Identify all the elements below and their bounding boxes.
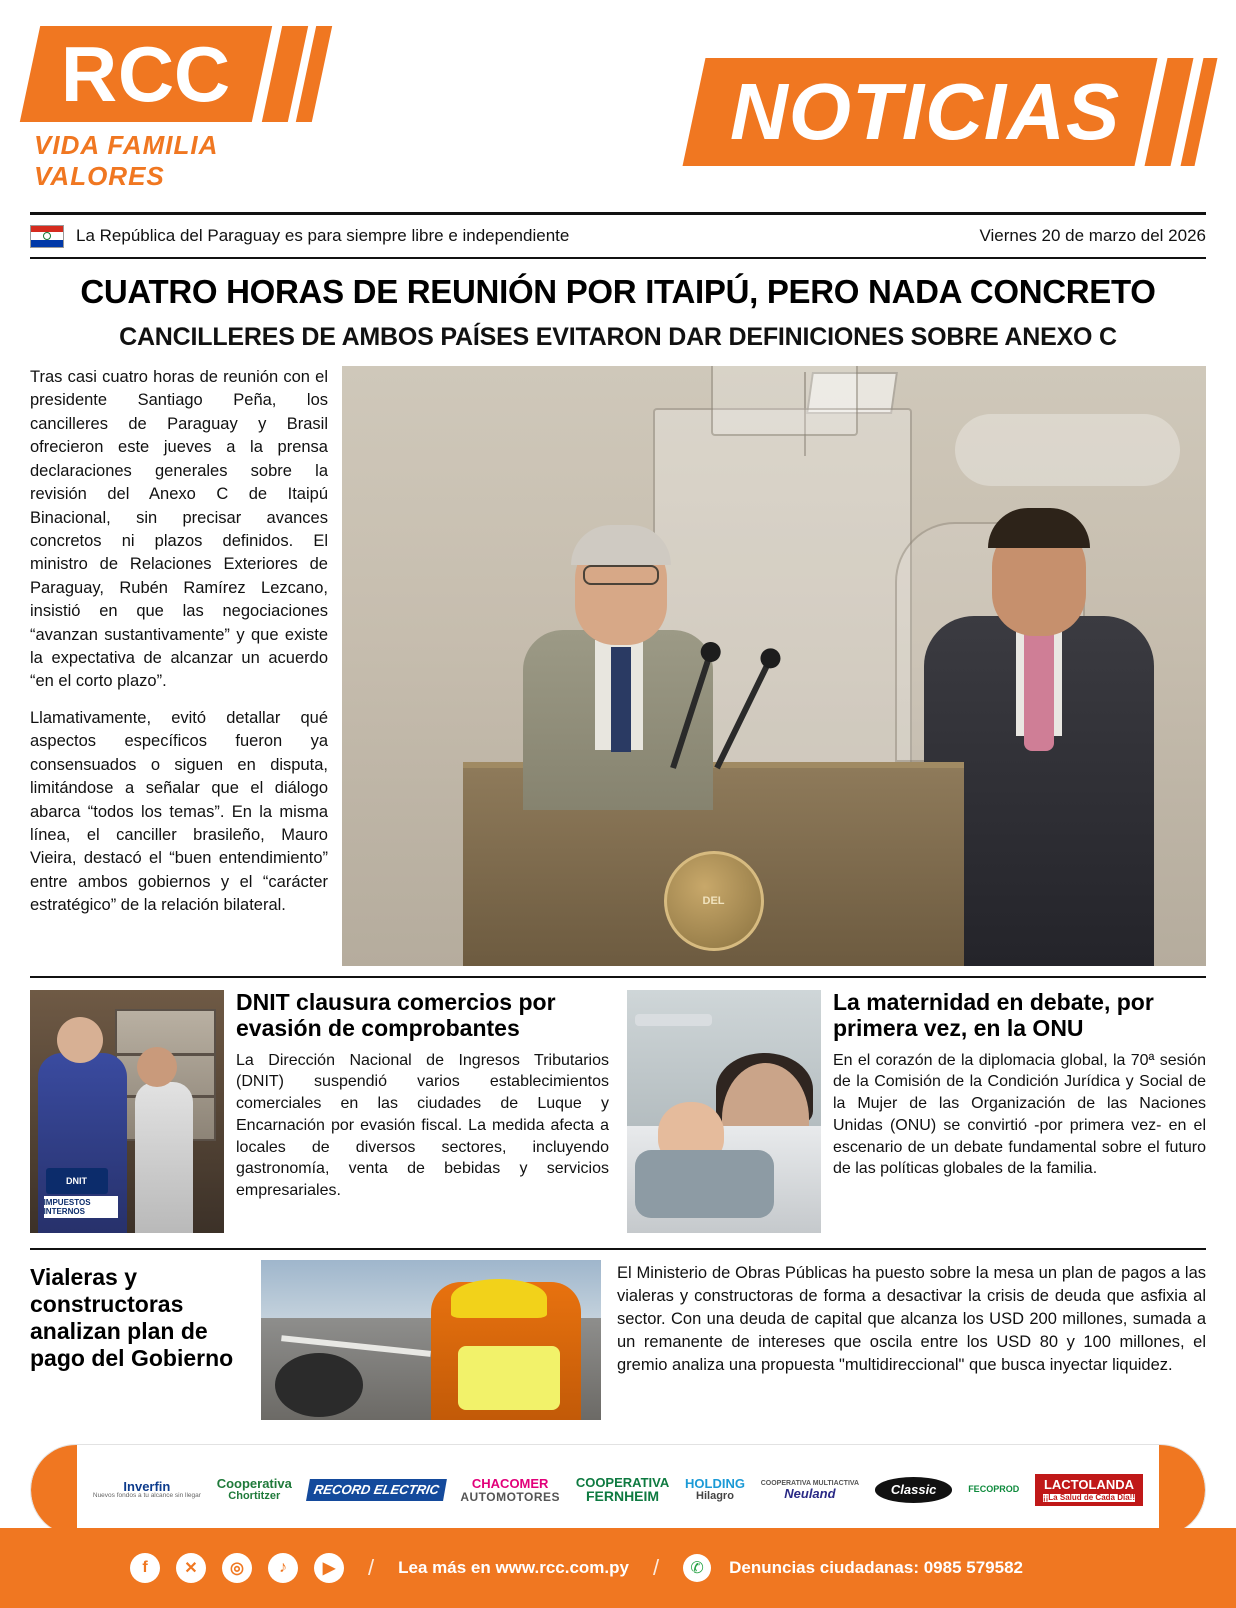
sponsor-neuland-tagline: COOPERATIVA MULTIACTIVA	[760, 1479, 860, 1487]
section-divider-1	[30, 976, 1206, 978]
story-photo-dnit	[30, 990, 224, 1233]
speaker-figure	[523, 520, 713, 810]
story-card-onu[interactable]	[627, 990, 1206, 1238]
motto-rule	[30, 257, 1206, 259]
sponsor-fecoprod[interactable]: FECOPROD	[968, 1484, 1020, 1495]
sponsor-neuland[interactable]: COOPERATIVA MULTIACTIVA Neuland	[760, 1479, 860, 1501]
lead-story-text	[30, 366, 328, 966]
logo-letters	[30, 26, 340, 122]
masthead	[30, 8, 1206, 208]
sponsor-cap-left	[31, 1444, 77, 1536]
footer-complaints: Denuncias ciudadanas: 0985 579582	[729, 1558, 1023, 1577]
story-text-vialeras: El Ministerio de Obras Públicas ha puesto sobre la mesa un plan de pagos a las vialeras y constructoras de forma a desactivar la crisis de deuda que asfixia al sector. Con una deuda de capital que alcanza los USD 200 millones, sumada a un remanente de intereses que oscila entre los USD 80 y 100 millones, el gremio analiza una propuesta "multidireccional" que busca inyectar liquidez.	[617, 1264, 1206, 1375]
publication-date: Viernes 20 de marzo del 2026	[979, 226, 1206, 245]
footer-bar	[0, 1528, 1236, 1608]
story-card-dnit[interactable]	[30, 990, 609, 1238]
sponsor-lactolanda-sub: ¡¡La Salud de Cada Día!!	[1042, 1492, 1135, 1502]
lead-paragraph-1: Tras casi cuatro horas de reunión con el presidente Santiago Peña, los cancilleres de Paraguay y Brasil ofrecieron este jueves a la prensa declaraciones generales sobre la revisión del Anexo C de Itaipú Binacional, sin precisar avances concretos ni plazos definidos. El ministro de Relaciones Exteriores de Paraguay, Rubén Ramírez Lezcano, insistió en que las negociaciones “avanzan sustantivamente” y que existe la expectativa de alcanzar un acuerdo “en el corto plazo”.	[30, 368, 328, 691]
story-title-onu: La maternidad en debate, por primera vez, en la ONU	[833, 989, 1154, 1041]
logo-letter-c2: C	[174, 29, 231, 118]
third-story[interactable]	[30, 1260, 1206, 1430]
secondary-stories	[30, 990, 1206, 1238]
sponsor-chortitzer-top: Cooperativa	[216, 1476, 292, 1492]
paraguay-flag-icon	[30, 225, 64, 248]
section-banner	[340, 8, 1206, 208]
lead-story	[30, 366, 1206, 966]
sponsor-hilagro[interactable]: HOLDING Hilagro	[685, 1476, 745, 1503]
tiktok-icon[interactable]: ♪	[268, 1553, 298, 1583]
section-banner-bar	[682, 58, 1157, 166]
logo-letter-r: R	[61, 29, 118, 118]
sponsor-chortitzer-name: Chortitzer	[228, 1490, 281, 1503]
dnit-badge: DNIT	[46, 1168, 108, 1194]
x-twitter-icon[interactable]: ✕	[176, 1553, 206, 1583]
national-motto: La República del Paraguay es para siempre libre e independiente	[76, 226, 570, 245]
facebook-icon[interactable]: f	[130, 1553, 160, 1583]
section-divider-2	[30, 1248, 1206, 1250]
lead-paragraph-2: Llamativamente, evitó detallar qué aspectos específicos fueron ya consensuados o siguen en disputa, limitándose a señalar que el diálogo abarca “todos los temas”. En la misma línea, el canciller brasileño, Mauro Vieira, destacó el “buen entendimiento” entre ambos gobiernos y el “carácter estratégico” de la relación bilateral.	[30, 708, 328, 915]
footer-website[interactable]: Lea más en www.rcc.com.py	[398, 1558, 629, 1577]
sponsor-inverfin[interactable]: Inverfin Nuevos fondos a tu alcance sin llegar	[92, 1478, 201, 1500]
logo-block[interactable]	[30, 8, 340, 208]
logo-slogan: VIDA FAMILIA VALORES	[34, 130, 218, 191]
logo-letter-c1: C	[117, 29, 175, 118]
glasses-icon	[583, 565, 659, 585]
section-title: NOTICIAS	[729, 67, 1120, 156]
motto-bar	[30, 215, 1206, 257]
logo-bar	[20, 26, 272, 122]
helmet-icon	[451, 1279, 546, 1317]
sponsor-inverfin-tagline: Nuevos fondos a tu alcance sin llegar	[92, 1492, 201, 1500]
sponsor-chacomer[interactable]: CHACOMER AUTOMOTORES	[460, 1475, 561, 1504]
lead-story-photo	[342, 366, 1206, 966]
sponsor-fernheim[interactable]: COOPERATIVA FERNHEIM	[575, 1474, 670, 1505]
story-title-vialeras: Vialeras y constructoras analizan plan de pago del Gobierno	[30, 1264, 234, 1372]
sponsor-classic[interactable]: Classic	[875, 1477, 953, 1503]
page-title: CUATRO HORAS DE REUNIÓN POR ITAIPÚ, PERO NADA CONCRETO	[80, 273, 1156, 310]
story-text-onu: En el corazón de la diplomacia global, la 70ª sesión de la Comisión de la Condición Jurídica y Social de la Mujer de las Organización de las Naciones Unidas (ONU) se convirtió -por primera vez- en el escenario de un debate fundamental sobre el futuro de las políticas globales de la familia.	[833, 1051, 1206, 1178]
sponsor-chortitzer[interactable]	[217, 1477, 292, 1502]
sponsor-chacomer-sub: AUTOMOTORES	[460, 1489, 561, 1504]
instagram-icon[interactable]: ◎	[222, 1553, 252, 1583]
story-photo-onu	[627, 990, 821, 1233]
sponsor-hilagro-sub: Hilagro	[696, 1490, 734, 1503]
social-links	[130, 1553, 344, 1583]
whatsapp-icon[interactable]: ✆	[683, 1554, 711, 1582]
sponsor-fernheim-sub: FERNHEIM	[585, 1488, 660, 1505]
footer-separator-1: /	[368, 1555, 375, 1580]
story-photo-vialeras	[261, 1260, 601, 1420]
footer-separator-2: /	[652, 1555, 660, 1580]
sponsor-lactolanda[interactable]: LACTOLANDA ¡¡La Salud de Cada Día!!	[1035, 1474, 1143, 1506]
youtube-icon[interactable]: ▶	[314, 1553, 344, 1583]
sponsor-record-electric[interactable]: RECORD ELECTRIC	[306, 1479, 447, 1501]
story-text-dnit: La Dirección Nacional de Ingresos Tributarios (DNIT) suspendió varios establecimientos comerciales en las ciudades de Luque y Encarnación por evasión fiscal. La medida afecta a locales de diversos sectores, incluyendo gastronomía, venta de bebidas y servicios empresariales.	[236, 1051, 609, 1199]
story-title-dnit: DNIT clausura comercios por evasión de comprobantes	[236, 989, 556, 1041]
podium-seal: DEL	[664, 851, 764, 951]
newspaper-page	[0, 8, 1236, 1608]
sponsor-strip	[30, 1444, 1206, 1536]
page-subtitle: CANCILLERES DE AMBOS PAÍSES EVITARON DAR DEFINICIONES SOBRE ANEXO C	[119, 323, 1117, 351]
dnit-badge-secondary: IMPUESTOS INTERNOS	[44, 1196, 118, 1218]
sponsor-cap-right	[1159, 1444, 1205, 1536]
